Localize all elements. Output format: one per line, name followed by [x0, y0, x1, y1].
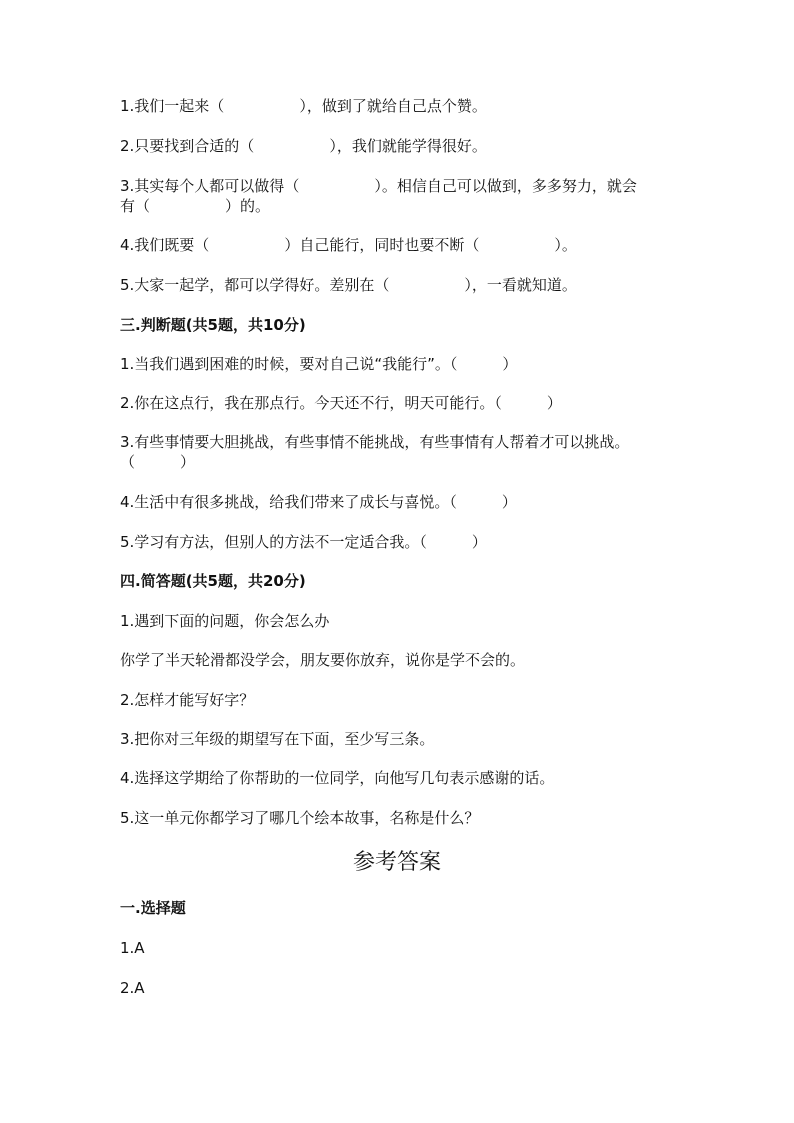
judge-question-4: 4.生活中有很多挑战，给我们带来了成长与喜悦。（ ）: [120, 493, 517, 511]
judge-question-2: 2.你在这点行，我在那点行。今天还不行，明天可能行。（ ）: [120, 394, 562, 412]
fill-in-question-3-line-2: 有（ ）的。: [120, 197, 271, 215]
fill-in-question-1: 1.我们一起来（ ），做到了就给自己点个赞。: [120, 97, 487, 115]
judge-section-heading: 三.判断题(共5题，共10分): [120, 316, 306, 334]
short-answer-question-2: 2.怎样才能写好字？: [120, 691, 255, 709]
fill-in-question-5: 5.大家一起学，都可以学得好。差别在（ ），一看就知道。: [120, 276, 577, 294]
fill-in-question-4: 4.我们既要（ ）自己能行，同时也要不断（ ）。: [120, 236, 577, 254]
short-answer-question-1: 1.遇到下面的问题，你会怎么办: [120, 612, 330, 630]
short-answer-section-heading: 四.简答题(共5题，共20分): [120, 572, 306, 590]
answer-section-1-heading: 一.选择题: [120, 899, 186, 917]
fill-in-question-2: 2.只要找到合适的（ ），我们就能学得很好。: [120, 137, 487, 155]
judge-question-1: 1.当我们遇到困难的时候，要对自己说“我能行”。（ ）: [120, 355, 518, 373]
short-answer-question-5: 5.这一单元你都学习了哪几个绘本故事，名称是什么？: [120, 809, 480, 827]
answer-1: 1.A: [120, 939, 145, 957]
short-answer-question-3: 3.把你对三年级的期望写在下面，至少写三条。: [120, 730, 435, 748]
short-answer-question-1-detail: 你学了半天轮滑都没学会，朋友要你放弃，说你是学不会的。: [120, 651, 526, 669]
judge-question-3-line-2: （ ）: [120, 453, 196, 471]
judge-question-3-line-1: 3.有些事情要大胆挑战，有些事情不能挑战，有些事情有人帮着才可以挑战。: [120, 433, 630, 451]
judge-question-5: 5.学习有方法，但别人的方法不一定适合我。（ ）: [120, 533, 487, 551]
answer-key-title: 参考答案: [352, 850, 441, 875]
answer-2: 2.A: [120, 979, 145, 997]
short-answer-question-4: 4.选择这学期给了你帮助的一位同学，向他写几句表示感谢的话。: [120, 769, 555, 787]
fill-in-question-3-line-1: 3.其实每个人都可以做得（ ）。相信自己可以做到，多多努力，就会: [120, 177, 637, 195]
